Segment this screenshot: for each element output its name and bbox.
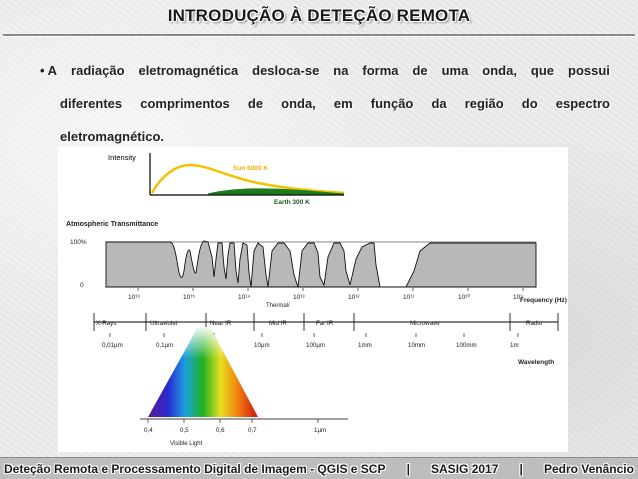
frequency-tick-label: 10¹⁴: [238, 294, 251, 301]
atm-transmittance-area: [106, 241, 536, 287]
frequency-label: Frequency (Hz): [520, 297, 567, 304]
bullet-word: do: [521, 96, 538, 111]
visible-tick-label: 0,7: [248, 427, 257, 434]
band-label: X-Rays: [96, 320, 117, 327]
band-label: Mid IR: [269, 320, 287, 327]
title-divider: [3, 34, 635, 36]
wavelength-ticks: [102, 333, 519, 349]
visible-light-label: Visible Light: [170, 441, 203, 447]
footer-event: SASIG 2017: [431, 461, 499, 476]
wavelength-tick-label: 1m: [510, 342, 519, 349]
bullet-word: • A: [40, 63, 58, 78]
atm-title: Atmospheric Transmittance: [66, 221, 159, 228]
bullet-word: forma: [362, 63, 399, 78]
bullet-word: diferentes: [60, 96, 123, 111]
thermal-label: Thermal/: [266, 303, 290, 309]
bullet-line-3-text: eletromagnético.: [60, 129, 165, 144]
footer-separator-2: |: [519, 461, 523, 476]
visible-tick-label: 0,4: [144, 427, 153, 434]
wavelength-label: Wavelength: [518, 359, 555, 366]
visible-tick-label: 0,5: [180, 427, 189, 434]
wavelength-tick-label: 0,1µm: [156, 342, 174, 349]
bullet-word: função: [370, 96, 414, 111]
frequency-tick-label: 10¹⁵: [183, 294, 196, 301]
wavelength-tick-label: 0,01µm: [102, 342, 123, 349]
frequency-tick-label: 10¹⁰: [458, 294, 471, 301]
wavelength-tick-label: 10mm: [408, 342, 426, 349]
wavelength-tick-label: 100µm: [306, 342, 326, 349]
frequency-tick-label: 10¹²: [348, 294, 360, 301]
bullet-word: de: [412, 63, 428, 78]
footer-separator-1: |: [406, 461, 410, 476]
band-label: Ultraviolet: [150, 320, 178, 327]
em-spectrum-figure: [58, 147, 568, 452]
bullet-word: na: [333, 63, 349, 78]
sun-label: Sun 6000 K: [233, 165, 269, 172]
footer-author: Pedro Venâncio: [543, 461, 634, 476]
bullet-word: em: [333, 96, 353, 111]
visible-tick-label: 0,6: [216, 427, 225, 434]
bullet-word: onda,: [281, 96, 316, 111]
wavelength-tick-label: 100mm: [456, 342, 477, 349]
bullet-word: uma: [441, 63, 469, 78]
bullet-word: desloca-se: [252, 63, 320, 78]
wavelength-tick-label: 1mm: [358, 342, 372, 349]
visible-ticks: [144, 419, 326, 434]
frequency-tick-label: 10¹⁶: [128, 294, 141, 301]
footer-bar: [0, 457, 638, 479]
wavelength-tick-label: 10µm: [254, 342, 270, 349]
visible-tick-label: 1µm: [314, 427, 327, 434]
band-label: Near IR: [210, 320, 232, 327]
bullet-word: comprimentos: [140, 96, 230, 111]
bullet-word: onda,: [482, 63, 517, 78]
bullet-line-2: [40, 95, 610, 128]
bullet-word: espectro: [555, 96, 610, 111]
spectrum-diagram: [58, 147, 568, 452]
band-label: Radio: [526, 320, 543, 327]
earth-label: Earth 300 K: [274, 199, 310, 206]
atm-0-label: 0: [80, 282, 84, 289]
slide-title: INTRODUÇÃO À DETEÇÃO REMOTA: [167, 6, 471, 25]
bullet-word: possui: [568, 63, 610, 78]
frequency-tick-label: 10¹¹: [403, 294, 415, 301]
bullet-word: que: [530, 63, 555, 78]
bullet-word: da: [431, 96, 447, 111]
band-label: Far IR: [316, 320, 334, 327]
frequency-tick-label: 10¹³: [293, 294, 305, 301]
bullet-word: de: [247, 96, 264, 111]
frequency-ticks: [128, 288, 523, 301]
bullet-word: radiação: [71, 63, 125, 78]
footer-course: Deteção Remota e Processamento Digital de Imagem - QGIS e SCP: [4, 461, 386, 476]
intensity-label: Intensity: [108, 153, 136, 162]
band-label: Microwave: [410, 320, 440, 327]
atm-100-label: 100%: [70, 239, 87, 246]
bullet-line-1: [40, 62, 610, 95]
frequency-tick-label: 10⁹: [513, 294, 524, 301]
bullet-word: eletromagnética: [138, 63, 239, 78]
bullet-word: região: [464, 96, 504, 111]
